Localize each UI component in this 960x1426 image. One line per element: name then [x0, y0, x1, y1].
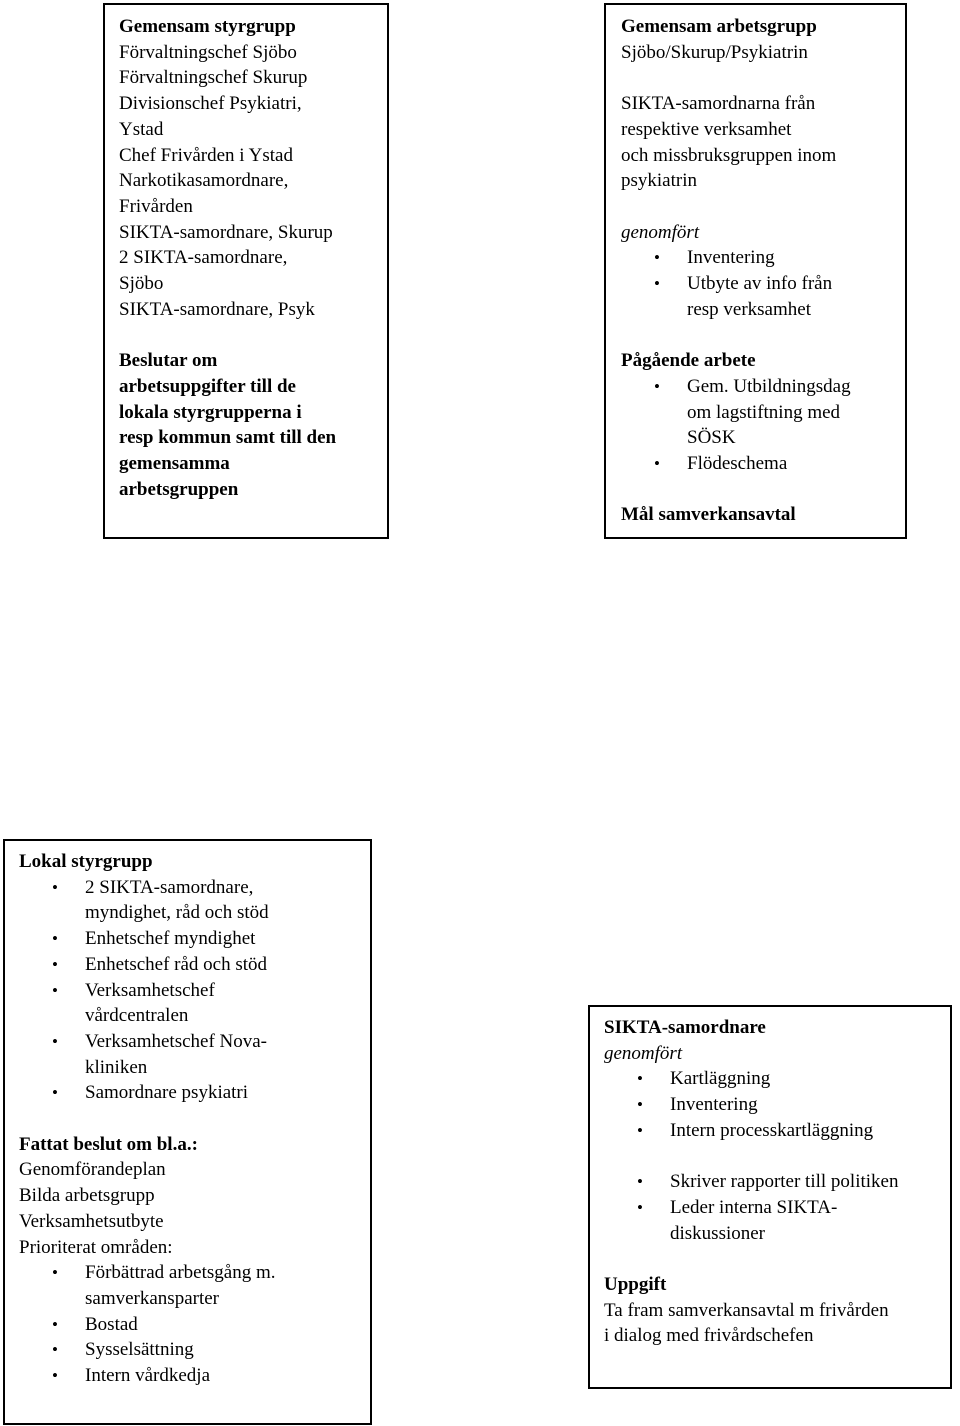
priority-list	[19, 1260, 370, 1389]
box-title: Gemensam styrgrupp	[119, 16, 296, 37]
member-line: SIKTA-samordnare, Psyk	[119, 298, 315, 320]
member-line: och missbruksgruppen inom	[621, 144, 837, 166]
done-label: genomfört	[604, 1042, 683, 1064]
box-title: Gemensam arbetsgrupp	[621, 16, 817, 37]
member-line: 2 SIKTA-samordnare,	[119, 247, 288, 269]
list-item: • Sysselsättning	[19, 1337, 370, 1363]
member-line: respektive verksamhet	[621, 118, 792, 140]
list-item: • Enhetschef råd och stöd	[19, 952, 370, 978]
member-line: Förvaltningschef Skurup	[119, 67, 308, 89]
list-item: • Verksamhetschef Nova- kliniken	[19, 1029, 370, 1080]
member-line: Ystad	[119, 118, 164, 140]
member-line: psykiatrin	[621, 170, 697, 192]
member-line: Frivården	[119, 195, 193, 217]
task-text	[604, 1298, 950, 1349]
member-list	[621, 91, 905, 194]
list-item: • Samordnare psykiatri	[19, 1080, 370, 1106]
member-list	[119, 40, 387, 323]
decision-list	[19, 1157, 370, 1260]
task-line: Ta fram samverkansavtal m frivården	[604, 1299, 889, 1321]
done-list	[621, 245, 905, 322]
member-line: SIKTA-samordnare, Skurup	[119, 221, 333, 243]
decision-line: Prioriterat områden:	[19, 1236, 173, 1258]
member-line: Chef Frivården i Ystad	[119, 144, 293, 166]
box-gemensam-arbetsgrupp	[604, 3, 907, 539]
box-title: Lokal styrgrupp	[19, 851, 153, 872]
decision-line: Bilda arbetsgrupp	[19, 1185, 155, 1207]
box-gemensam-styrgrupp	[103, 3, 389, 539]
list-item: • Flödeschema	[621, 451, 905, 477]
list-item: • Inventering	[621, 245, 905, 271]
ongoing-list	[621, 374, 905, 477]
task-line: i dialog med frivårdschefen	[604, 1325, 814, 1347]
goal-text: Mål samverkansavtal	[621, 504, 796, 526]
decision-line: gemensamma	[119, 452, 230, 474]
box-subtitle: Sjöbo/Skurup/Psykiatrin	[621, 41, 808, 63]
member-line: Divisionschef Psykiatri,	[119, 93, 302, 115]
decision-line: Beslutar om	[119, 350, 218, 372]
list-item: • 2 SIKTA-samordnare, myndighet, råd och stöd	[19, 875, 370, 926]
member-line: Förvaltningschef Sjöbo	[119, 41, 297, 63]
list-item: • Bostad	[19, 1312, 370, 1338]
decision-line: resp kommun samt till den	[119, 427, 337, 449]
done-label: genomfört	[621, 221, 700, 243]
member-list	[19, 875, 370, 1106]
decision-line: Verksamhetsutbyte	[19, 1210, 164, 1232]
box-lokal-styrgrupp	[3, 839, 372, 1425]
task-label: Uppgift	[604, 1274, 667, 1295]
list-item: • Inventering	[604, 1092, 950, 1118]
ongoing-label: Pågående arbete	[621, 350, 756, 372]
done-list	[604, 1066, 950, 1143]
list-item: • Förbättrad arbetsgång m. samverkansparter	[19, 1260, 370, 1311]
list-item: • Intern vårdkedja	[19, 1363, 370, 1389]
decision-line: Genomförandeplan	[19, 1159, 166, 1181]
list-item: • Kartläggning	[604, 1066, 950, 1092]
list-item: • Intern processkartläggning	[604, 1118, 950, 1144]
decision-line: arbetsgruppen	[119, 478, 239, 500]
list-item: • Enhetschef myndighet	[19, 926, 370, 952]
decision-line: lokala styrgrupperna i	[119, 401, 302, 423]
box-sikta-samordnare	[588, 1005, 952, 1389]
box-title: SIKTA-samordnare	[604, 1017, 766, 1038]
list-item: • Leder interna SIKTA- diskussioner	[604, 1195, 950, 1246]
other-list	[604, 1169, 950, 1246]
list-item: • Utbyte av info från resp verksamhet	[621, 271, 905, 322]
list-item: • Verksamhetschef vårdcentralen	[19, 978, 370, 1029]
decision-line: arbetsuppgifter till de	[119, 375, 296, 397]
member-line: Sjöbo	[119, 273, 164, 295]
list-item: • Gem. Utbildningsdag om lagstiftning med SÖSK	[621, 374, 905, 451]
member-line: SIKTA-samordnarna från	[621, 93, 816, 115]
decision-label: Fattat beslut om bl.a.:	[19, 1133, 198, 1155]
list-item: • Skriver rapporter till politiken	[604, 1169, 950, 1195]
member-line: Narkotikasamordnare,	[119, 170, 289, 192]
decision-text	[119, 348, 387, 502]
